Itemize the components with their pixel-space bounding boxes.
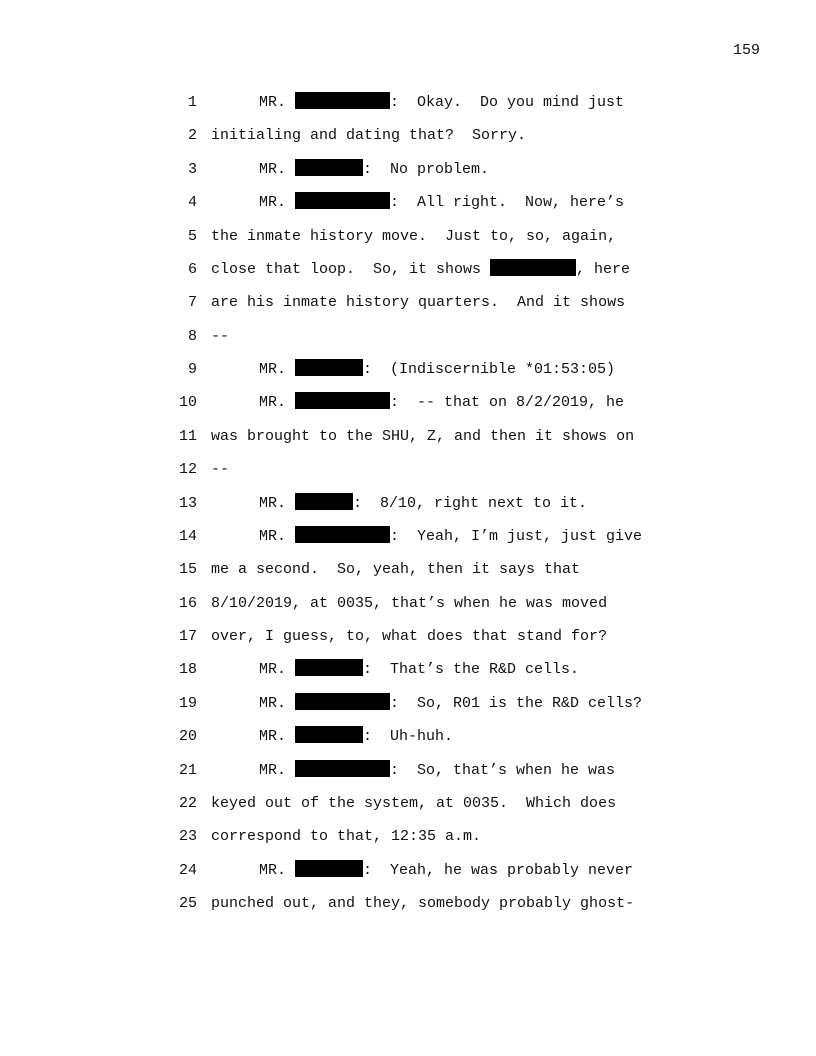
redaction-box	[295, 693, 390, 710]
line-text: punched out, and they, somebody probably ghost-	[211, 895, 635, 912]
line-text: was brought to the SHU, Z, and then it shows on	[211, 427, 635, 445]
transcript-line	[0, 693, 816, 726]
transcript-line	[0, 326, 816, 359]
transcript-line	[0, 192, 816, 225]
redaction-box	[295, 159, 363, 176]
transcript-line	[0, 292, 816, 325]
speaker-prefix: MR.	[259, 361, 296, 378]
transcript-line	[0, 493, 816, 526]
speaker-prefix: MR.	[259, 761, 296, 779]
transcript-line	[0, 159, 816, 192]
redaction-box	[295, 359, 363, 376]
page-number: 159	[733, 42, 761, 59]
line-number: 2	[187, 127, 197, 145]
transcript-line	[0, 526, 816, 559]
line-number: 17	[178, 628, 197, 645]
line-text: 8/10/2019, at 0035, that’s when he was moved	[211, 594, 608, 612]
speaker-prefix: MR.	[259, 494, 296, 512]
line-text: initialing and dating that? Sorry.	[211, 127, 527, 145]
transcript-line	[0, 659, 816, 692]
speaker-prefix: MR.	[259, 694, 296, 712]
line-text: : So, R01 is the R&D cells?	[390, 694, 643, 712]
line-number: 13	[178, 494, 197, 512]
line-number: 25	[178, 895, 197, 912]
transcript-line	[0, 593, 816, 626]
line-number: 12	[178, 461, 197, 479]
line-number: 20	[178, 728, 197, 746]
transcript-line	[0, 392, 816, 425]
transcript-line	[0, 826, 816, 859]
line-number: 5	[187, 227, 197, 245]
line-text: : Okay. Do you mind just	[390, 94, 625, 111]
line-text: : Yeah, he was probably never	[363, 861, 634, 879]
line-number: 14	[178, 527, 197, 545]
line-text: : Yeah, I’m just, just give	[390, 527, 643, 545]
transcript-line	[0, 559, 816, 592]
transcript-line	[0, 125, 816, 158]
line-number: 10	[178, 394, 197, 412]
speaker-prefix: MR.	[259, 94, 296, 111]
line-number: 19	[178, 694, 197, 712]
speaker-prefix: MR.	[259, 527, 296, 545]
redaction-box	[295, 392, 390, 409]
transcript-line	[0, 359, 816, 392]
line-text: , here	[576, 260, 631, 278]
transcript-line	[0, 860, 816, 893]
transcript-line	[0, 760, 816, 793]
line-number: 7	[187, 294, 197, 312]
transcript-line	[0, 259, 816, 292]
redaction-box	[295, 493, 353, 510]
line-text: : That’s the R&D cells.	[363, 661, 580, 679]
line-number: 4	[187, 194, 197, 212]
speaker-prefix: MR.	[259, 394, 296, 412]
line-number: 24	[178, 861, 197, 879]
line-text: --	[211, 327, 230, 345]
line-number: 22	[178, 794, 197, 812]
redaction-box	[295, 526, 390, 543]
redaction-box	[295, 659, 363, 676]
line-text: --	[211, 461, 230, 479]
line-text: : Uh-huh.	[363, 728, 454, 746]
line-text: the inmate history move. Just to, so, again,	[211, 227, 617, 245]
transcript-line	[0, 459, 816, 492]
line-text: keyed out of the system, at 0035. Which does	[211, 794, 617, 812]
line-number: 8	[187, 327, 197, 345]
line-text: : No problem.	[363, 160, 490, 178]
line-number: 23	[178, 828, 197, 846]
transcript-line	[0, 92, 816, 125]
line-text: me a second. So, yeah, then it says that	[211, 561, 581, 579]
transcript-line	[0, 226, 816, 259]
speaker-prefix: MR.	[259, 661, 296, 679]
redaction-box	[295, 860, 363, 877]
speaker-prefix: MR.	[259, 160, 296, 178]
transcript-line	[0, 793, 816, 826]
line-text: : So, that’s when he was	[390, 761, 616, 779]
redaction-box	[295, 726, 363, 743]
transcript-body	[0, 92, 816, 926]
line-number: 3	[187, 160, 197, 178]
redaction-box	[295, 192, 390, 209]
line-text: : -- that on 8/2/2019, he	[390, 394, 625, 412]
transcript-line	[0, 893, 816, 926]
line-text: correspond to that, 12:35 a.m.	[211, 828, 482, 846]
line-number: 9	[187, 361, 197, 378]
line-text: : All right. Now, here’s	[390, 194, 625, 212]
line-number: 11	[178, 427, 197, 445]
redaction-box	[295, 92, 390, 109]
redaction-box	[490, 259, 576, 276]
speaker-prefix: MR.	[259, 194, 296, 212]
redaction-box	[295, 760, 390, 777]
transcript-line	[0, 626, 816, 659]
transcript-line	[0, 726, 816, 759]
line-number: 21	[178, 761, 197, 779]
line-text: : (Indiscernible *01:53:05)	[363, 361, 616, 378]
line-number: 15	[178, 561, 197, 579]
speaker-prefix: MR.	[259, 861, 296, 879]
line-text: : 8/10, right next to it.	[353, 494, 588, 512]
line-number: 18	[178, 661, 197, 679]
line-number: 6	[187, 260, 197, 278]
line-number: 16	[178, 594, 197, 612]
line-text: over, I guess, to, what does that stand for?	[211, 628, 608, 645]
line-text: are his inmate history quarters. And it shows	[211, 294, 626, 312]
speaker-prefix: MR.	[259, 728, 296, 746]
transcript-line	[0, 426, 816, 459]
line-number: 1	[187, 94, 197, 111]
line-text: close that loop. So, it shows	[211, 260, 491, 278]
